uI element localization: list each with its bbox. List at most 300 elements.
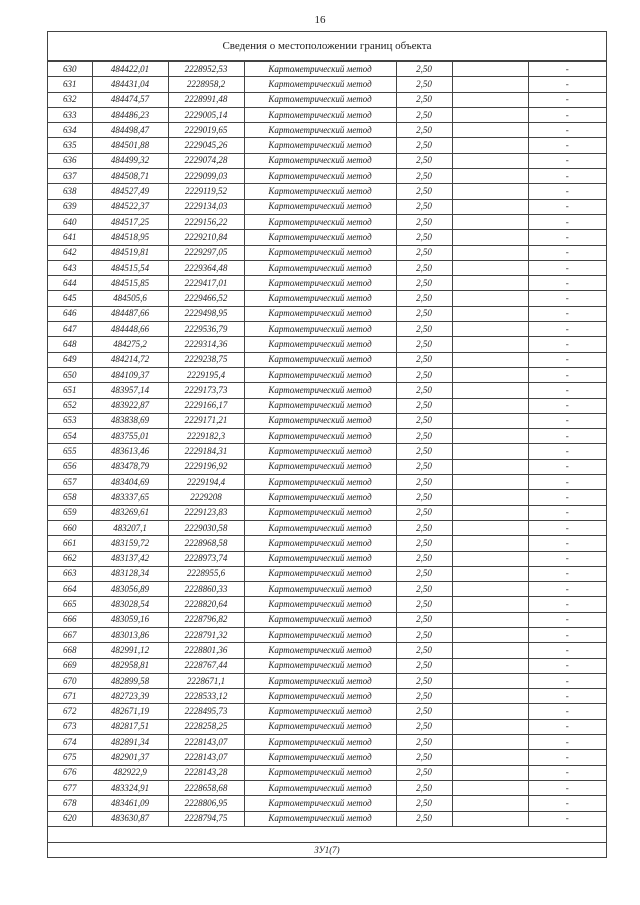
precision-cell: 2,50 xyxy=(396,719,452,734)
point-number-cell: 673 xyxy=(48,719,92,734)
table-row xyxy=(48,582,606,597)
point-number-cell: 672 xyxy=(48,704,92,719)
point-number-cell: 637 xyxy=(48,169,92,184)
y-coordinate-cell: 2228658,68 xyxy=(168,780,244,795)
x-coordinate-cell: 484474,57 xyxy=(92,92,168,107)
method-cell: Картометрический метод xyxy=(244,322,396,337)
y-coordinate-cell: 2229005,14 xyxy=(168,107,244,122)
table-row xyxy=(48,459,606,474)
description-cell: - xyxy=(528,429,606,444)
description-cell: - xyxy=(528,459,606,474)
method-cell: Картометрический метод xyxy=(244,505,396,520)
description-cell: - xyxy=(528,566,606,581)
description-cell: - xyxy=(528,230,606,245)
method-cell: Картометрический метод xyxy=(244,276,396,291)
x-coordinate-cell: 483137,42 xyxy=(92,551,168,566)
description-cell: - xyxy=(528,475,606,490)
empty-cell xyxy=(452,383,528,398)
y-coordinate-cell: 2228143,07 xyxy=(168,735,244,750)
method-cell: Картометрический метод xyxy=(244,459,396,474)
empty-cell xyxy=(452,138,528,153)
table-row xyxy=(48,765,606,780)
precision-cell: 2,50 xyxy=(396,612,452,627)
y-coordinate-cell: 2228533,12 xyxy=(168,689,244,704)
empty-cell xyxy=(452,169,528,184)
description-cell: - xyxy=(528,92,606,107)
precision-cell: 2,50 xyxy=(396,214,452,229)
empty-cell xyxy=(452,551,528,566)
point-number-cell: 674 xyxy=(48,735,92,750)
x-coordinate-cell: 482958,81 xyxy=(92,658,168,673)
method-cell: Картометрический метод xyxy=(244,123,396,138)
point-number-cell: 651 xyxy=(48,383,92,398)
table-row xyxy=(48,276,606,291)
page-number: 16 xyxy=(314,14,326,26)
method-cell: Картометрический метод xyxy=(244,597,396,612)
point-number-cell: 676 xyxy=(48,765,92,780)
sheet-title: Сведения о местоположении границ объекта xyxy=(48,32,606,61)
table-row xyxy=(48,123,606,138)
precision-cell: 2,50 xyxy=(396,735,452,750)
point-number-cell: 642 xyxy=(48,245,92,260)
method-cell: Картометрический метод xyxy=(244,780,396,795)
method-cell: Картометрический метод xyxy=(244,673,396,688)
table-row xyxy=(48,398,606,413)
y-coordinate-cell: 2229171,21 xyxy=(168,413,244,428)
table-row xyxy=(48,490,606,505)
method-cell: Картометрический метод xyxy=(244,184,396,199)
empty-cell xyxy=(452,123,528,138)
empty-cell xyxy=(452,612,528,627)
description-cell: - xyxy=(528,597,606,612)
x-coordinate-cell: 484499,32 xyxy=(92,153,168,168)
table-row xyxy=(48,780,606,795)
empty-cell xyxy=(452,322,528,337)
plot-label: ЗУ1(7) xyxy=(48,842,606,857)
precision-cell: 2,50 xyxy=(396,383,452,398)
precision-cell: 2,50 xyxy=(396,490,452,505)
table-row xyxy=(48,230,606,245)
point-number-cell: 654 xyxy=(48,429,92,444)
table-row xyxy=(48,107,606,122)
precision-cell: 2,50 xyxy=(396,230,452,245)
precision-cell: 2,50 xyxy=(396,352,452,367)
description-cell: - xyxy=(528,551,606,566)
empty-cell xyxy=(452,337,528,352)
point-number-cell: 646 xyxy=(48,306,92,321)
table-row xyxy=(48,566,606,581)
empty-cell xyxy=(452,230,528,245)
y-coordinate-cell: 2229238,75 xyxy=(168,352,244,367)
point-number-cell: 670 xyxy=(48,673,92,688)
empty-cell xyxy=(452,796,528,811)
empty-cell xyxy=(452,505,528,520)
precision-cell: 2,50 xyxy=(396,123,452,138)
method-cell: Картометрический метод xyxy=(244,153,396,168)
method-cell: Картометрический метод xyxy=(244,658,396,673)
coordinates-table xyxy=(48,61,606,827)
description-cell: - xyxy=(528,719,606,734)
precision-cell: 2,50 xyxy=(396,413,452,428)
method-cell: Картометрический метод xyxy=(244,765,396,780)
description-cell: - xyxy=(528,352,606,367)
method-cell: Картометрический метод xyxy=(244,475,396,490)
description-cell: - xyxy=(528,780,606,795)
precision-cell: 2,50 xyxy=(396,475,452,490)
precision-cell: 2,50 xyxy=(396,673,452,688)
description-cell: - xyxy=(528,214,606,229)
y-coordinate-cell: 2228258,25 xyxy=(168,719,244,734)
precision-cell: 2,50 xyxy=(396,704,452,719)
empty-cell xyxy=(452,260,528,275)
precision-cell: 2,50 xyxy=(396,398,452,413)
point-number-cell: 647 xyxy=(48,322,92,337)
method-cell: Картометрический метод xyxy=(244,230,396,245)
table-row xyxy=(48,169,606,184)
description-cell: - xyxy=(528,505,606,520)
x-coordinate-cell: 484448,66 xyxy=(92,322,168,337)
x-coordinate-cell: 483755,01 xyxy=(92,429,168,444)
x-coordinate-cell: 484517,25 xyxy=(92,214,168,229)
point-number-cell: 656 xyxy=(48,459,92,474)
y-coordinate-cell: 2229364,48 xyxy=(168,260,244,275)
y-coordinate-cell: 2228796,82 xyxy=(168,612,244,627)
method-cell: Картометрический метод xyxy=(244,214,396,229)
description-cell: - xyxy=(528,689,606,704)
method-cell: Картометрический метод xyxy=(244,490,396,505)
description-cell: - xyxy=(528,153,606,168)
table-row xyxy=(48,505,606,520)
x-coordinate-cell: 483461,09 xyxy=(92,796,168,811)
y-coordinate-cell: 2228991,48 xyxy=(168,92,244,107)
y-coordinate-cell: 2229182,3 xyxy=(168,429,244,444)
description-cell: - xyxy=(528,123,606,138)
table-row xyxy=(48,520,606,535)
precision-cell: 2,50 xyxy=(396,62,452,77)
x-coordinate-cell: 484519,81 xyxy=(92,245,168,260)
empty-cell xyxy=(452,536,528,551)
empty-cell xyxy=(452,475,528,490)
point-number-cell: 663 xyxy=(48,566,92,581)
method-cell: Картометрический метод xyxy=(244,627,396,642)
y-coordinate-cell: 2229030,58 xyxy=(168,520,244,535)
point-number-cell: 657 xyxy=(48,475,92,490)
method-cell: Картометрический метод xyxy=(244,107,396,122)
x-coordinate-cell: 484501,88 xyxy=(92,138,168,153)
table-row xyxy=(48,138,606,153)
method-cell: Картометрический метод xyxy=(244,92,396,107)
y-coordinate-cell: 2229498,95 xyxy=(168,306,244,321)
empty-cell xyxy=(452,597,528,612)
x-coordinate-cell: 483478,79 xyxy=(92,459,168,474)
table-row xyxy=(48,199,606,214)
precision-cell: 2,50 xyxy=(396,536,452,551)
x-coordinate-cell: 482991,12 xyxy=(92,643,168,658)
y-coordinate-cell: 2228671,1 xyxy=(168,673,244,688)
y-coordinate-cell: 2229184,31 xyxy=(168,444,244,459)
point-number-cell: 635 xyxy=(48,138,92,153)
point-number-cell: 665 xyxy=(48,597,92,612)
point-number-cell: 659 xyxy=(48,505,92,520)
point-number-cell: 632 xyxy=(48,92,92,107)
precision-cell: 2,50 xyxy=(396,765,452,780)
precision-cell: 2,50 xyxy=(396,811,452,826)
description-cell: - xyxy=(528,367,606,382)
point-number-cell: 661 xyxy=(48,536,92,551)
empty-cell xyxy=(452,184,528,199)
method-cell: Картометрический метод xyxy=(244,811,396,826)
precision-cell: 2,50 xyxy=(396,153,452,168)
table-row xyxy=(48,337,606,352)
x-coordinate-cell: 484109,37 xyxy=(92,367,168,382)
empty-cell xyxy=(452,429,528,444)
empty-cell xyxy=(452,199,528,214)
precision-cell: 2,50 xyxy=(396,551,452,566)
y-coordinate-cell: 2228143,07 xyxy=(168,750,244,765)
table-row xyxy=(48,322,606,337)
description-cell: - xyxy=(528,291,606,306)
x-coordinate-cell: 482899,58 xyxy=(92,673,168,688)
x-coordinate-cell: 484487,66 xyxy=(92,306,168,321)
x-coordinate-cell: 483013,86 xyxy=(92,627,168,642)
table-row xyxy=(48,597,606,612)
y-coordinate-cell: 2228767,44 xyxy=(168,658,244,673)
description-cell: - xyxy=(528,658,606,673)
table-row xyxy=(48,291,606,306)
description-cell: - xyxy=(528,62,606,77)
x-coordinate-cell: 484498,47 xyxy=(92,123,168,138)
x-coordinate-cell: 484214,72 xyxy=(92,352,168,367)
precision-cell: 2,50 xyxy=(396,796,452,811)
point-number-cell: 655 xyxy=(48,444,92,459)
y-coordinate-cell: 2229466,52 xyxy=(168,291,244,306)
method-cell: Картометрический метод xyxy=(244,582,396,597)
y-coordinate-cell: 2228952,53 xyxy=(168,62,244,77)
point-number-cell: 631 xyxy=(48,77,92,92)
method-cell: Картометрический метод xyxy=(244,77,396,92)
y-coordinate-cell: 2228955,6 xyxy=(168,566,244,581)
x-coordinate-cell: 483269,61 xyxy=(92,505,168,520)
empty-cell xyxy=(452,490,528,505)
empty-cell xyxy=(452,673,528,688)
point-number-cell: 643 xyxy=(48,260,92,275)
method-cell: Картометрический метод xyxy=(244,704,396,719)
y-coordinate-cell: 2229134,03 xyxy=(168,199,244,214)
point-number-cell: 671 xyxy=(48,689,92,704)
empty-cell xyxy=(452,735,528,750)
y-coordinate-cell: 2229119,52 xyxy=(168,184,244,199)
point-number-cell: 677 xyxy=(48,780,92,795)
precision-cell: 2,50 xyxy=(396,643,452,658)
precision-cell: 2,50 xyxy=(396,337,452,352)
y-coordinate-cell: 2228860,33 xyxy=(168,582,244,597)
table-row xyxy=(48,367,606,382)
point-number-cell: 653 xyxy=(48,413,92,428)
coordinates-sheet xyxy=(47,31,607,858)
method-cell: Картометрический метод xyxy=(244,169,396,184)
empty-cell xyxy=(452,459,528,474)
point-number-cell: 675 xyxy=(48,750,92,765)
method-cell: Картометрический метод xyxy=(244,291,396,306)
empty-cell xyxy=(452,689,528,704)
x-coordinate-cell: 483404,69 xyxy=(92,475,168,490)
y-coordinate-cell: 2229074,28 xyxy=(168,153,244,168)
empty-cell xyxy=(452,245,528,260)
empty-cell xyxy=(452,658,528,673)
precision-cell: 2,50 xyxy=(396,582,452,597)
precision-cell: 2,50 xyxy=(396,107,452,122)
x-coordinate-cell: 483028,54 xyxy=(92,597,168,612)
precision-cell: 2,50 xyxy=(396,138,452,153)
table-row xyxy=(48,383,606,398)
y-coordinate-cell: 2228791,32 xyxy=(168,627,244,642)
table-row xyxy=(48,184,606,199)
point-number-cell: 644 xyxy=(48,276,92,291)
description-cell: - xyxy=(528,735,606,750)
method-cell: Картометрический метод xyxy=(244,62,396,77)
method-cell: Картометрический метод xyxy=(244,337,396,352)
x-coordinate-cell: 484527,49 xyxy=(92,184,168,199)
method-cell: Картометрический метод xyxy=(244,643,396,658)
x-coordinate-cell: 484508,71 xyxy=(92,169,168,184)
table-row xyxy=(48,719,606,734)
point-number-cell: 650 xyxy=(48,367,92,382)
method-cell: Картометрический метод xyxy=(244,551,396,566)
empty-cell xyxy=(452,62,528,77)
method-cell: Картометрический метод xyxy=(244,245,396,260)
table-row xyxy=(48,92,606,107)
table-row xyxy=(48,429,606,444)
empty-cell xyxy=(452,276,528,291)
point-number-cell: 633 xyxy=(48,107,92,122)
precision-cell: 2,50 xyxy=(396,260,452,275)
description-cell: - xyxy=(528,582,606,597)
precision-cell: 2,50 xyxy=(396,444,452,459)
method-cell: Картометрический метод xyxy=(244,429,396,444)
point-number-cell: 658 xyxy=(48,490,92,505)
table-row xyxy=(48,413,606,428)
description-cell: - xyxy=(528,260,606,275)
empty-cell xyxy=(452,765,528,780)
description-cell: - xyxy=(528,643,606,658)
precision-cell: 2,50 xyxy=(396,459,452,474)
description-cell: - xyxy=(528,169,606,184)
precision-cell: 2,50 xyxy=(396,780,452,795)
y-coordinate-cell: 2228801,36 xyxy=(168,643,244,658)
method-cell: Картометрический метод xyxy=(244,260,396,275)
description-cell: - xyxy=(528,77,606,92)
x-coordinate-cell: 482922,9 xyxy=(92,765,168,780)
method-cell: Картометрический метод xyxy=(244,689,396,704)
y-coordinate-cell: 2229417,01 xyxy=(168,276,244,291)
x-coordinate-cell: 484422,01 xyxy=(92,62,168,77)
empty-cell xyxy=(452,627,528,642)
x-coordinate-cell: 483207,1 xyxy=(92,520,168,535)
table-row xyxy=(48,689,606,704)
x-coordinate-cell: 484275,2 xyxy=(92,337,168,352)
y-coordinate-cell: 2229019,65 xyxy=(168,123,244,138)
point-number-cell: 641 xyxy=(48,230,92,245)
table-row xyxy=(48,796,606,811)
table-row xyxy=(48,214,606,229)
table-row xyxy=(48,704,606,719)
table-row xyxy=(48,62,606,77)
y-coordinate-cell: 2229314,36 xyxy=(168,337,244,352)
y-coordinate-cell: 2229208 xyxy=(168,490,244,505)
x-coordinate-cell: 482817,51 xyxy=(92,719,168,734)
precision-cell: 2,50 xyxy=(396,199,452,214)
x-coordinate-cell: 484431,04 xyxy=(92,77,168,92)
table-row xyxy=(48,444,606,459)
table-row xyxy=(48,811,606,826)
x-coordinate-cell: 482901,37 xyxy=(92,750,168,765)
x-coordinate-cell: 484518,95 xyxy=(92,230,168,245)
y-coordinate-cell: 2229536,79 xyxy=(168,322,244,337)
y-coordinate-cell: 2229173,73 xyxy=(168,383,244,398)
table-row xyxy=(48,306,606,321)
point-number-cell: 660 xyxy=(48,520,92,535)
method-cell: Картометрический метод xyxy=(244,367,396,382)
description-cell: - xyxy=(528,398,606,413)
method-cell: Картометрический метод xyxy=(244,612,396,627)
description-cell: - xyxy=(528,107,606,122)
y-coordinate-cell: 2229166,17 xyxy=(168,398,244,413)
description-cell: - xyxy=(528,750,606,765)
x-coordinate-cell: 484515,85 xyxy=(92,276,168,291)
table-row xyxy=(48,612,606,627)
x-coordinate-cell: 482671,19 xyxy=(92,704,168,719)
point-number-cell: 652 xyxy=(48,398,92,413)
point-number-cell: 638 xyxy=(48,184,92,199)
precision-cell: 2,50 xyxy=(396,77,452,92)
x-coordinate-cell: 483922,87 xyxy=(92,398,168,413)
method-cell: Картометрический метод xyxy=(244,383,396,398)
x-coordinate-cell: 483059,16 xyxy=(92,612,168,627)
y-coordinate-cell: 2229196,92 xyxy=(168,459,244,474)
point-number-cell: 649 xyxy=(48,352,92,367)
empty-cell xyxy=(452,413,528,428)
method-cell: Картометрический метод xyxy=(244,306,396,321)
point-number-cell: 640 xyxy=(48,214,92,229)
x-coordinate-cell: 484522,37 xyxy=(92,199,168,214)
table-row xyxy=(48,77,606,92)
point-number-cell: 634 xyxy=(48,123,92,138)
description-cell: - xyxy=(528,612,606,627)
precision-cell: 2,50 xyxy=(396,689,452,704)
empty-cell xyxy=(452,780,528,795)
x-coordinate-cell: 483613,46 xyxy=(92,444,168,459)
empty-cell xyxy=(452,520,528,535)
x-coordinate-cell: 483630,87 xyxy=(92,811,168,826)
precision-cell: 2,50 xyxy=(396,505,452,520)
x-coordinate-cell: 483838,69 xyxy=(92,413,168,428)
description-cell: - xyxy=(528,765,606,780)
x-coordinate-cell: 482891,34 xyxy=(92,735,168,750)
y-coordinate-cell: 2229156,22 xyxy=(168,214,244,229)
x-coordinate-cell: 483324,91 xyxy=(92,780,168,795)
description-cell: - xyxy=(528,536,606,551)
point-number-cell: 669 xyxy=(48,658,92,673)
point-number-cell: 630 xyxy=(48,62,92,77)
table-row xyxy=(48,627,606,642)
precision-cell: 2,50 xyxy=(396,92,452,107)
table-row xyxy=(48,153,606,168)
method-cell: Картометрический метод xyxy=(244,750,396,765)
description-cell: - xyxy=(528,383,606,398)
empty-cell xyxy=(452,77,528,92)
y-coordinate-cell: 2229123,83 xyxy=(168,505,244,520)
table-row xyxy=(48,673,606,688)
